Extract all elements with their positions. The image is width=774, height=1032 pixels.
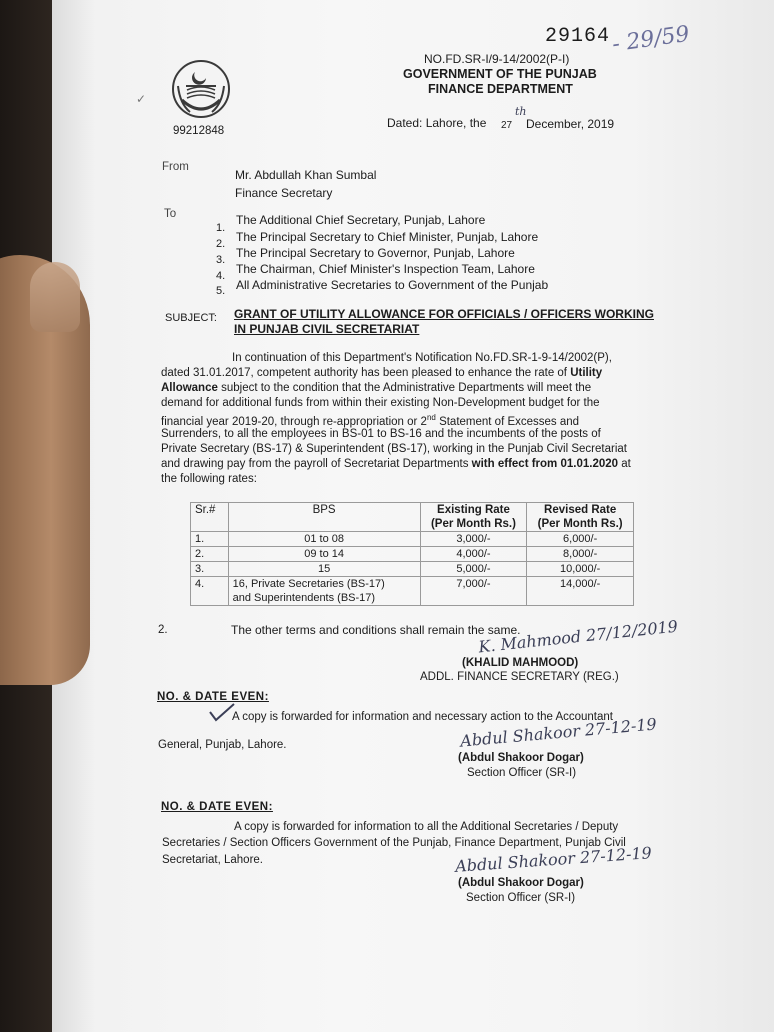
signatory-1-name: (KHALID MAHMOOD): [462, 657, 579, 669]
header-revised: Revised Rate (Per Month Rs.): [527, 503, 634, 532]
subject-label: SUBJECT:: [165, 312, 217, 324]
body-line-9: the following rates:: [161, 473, 257, 485]
department-heading: FINANCE DEPARTMENT: [428, 82, 573, 96]
recipient-4-num: 4.: [216, 270, 226, 282]
even-2-label: NO. & DATE EVEN:: [161, 801, 273, 813]
body-line-5: financial year 2019-20, through re-appropriation or 2nd Statement of Excesses and: [161, 413, 580, 428]
recipient-4: The Chairman, Chief Minister's Inspection Team, Lahore: [236, 262, 535, 276]
header-sr: Sr.#: [191, 503, 229, 532]
signature-1: K. Mahmood 27/12/2019: [477, 616, 679, 657]
even-1-label: NO. & DATE EVEN:: [157, 691, 269, 703]
government-heading: GOVERNMENT OF THE PUNJAB: [403, 67, 597, 81]
subject-line-2: IN PUNJAB CIVIL SECRETARIAT: [234, 322, 420, 336]
table-row: 4. 16, Private Secretaries (BS-17) and Superintendents (BS-17) 7,000/- 14,000/-: [191, 577, 634, 606]
table-header-row: [191, 503, 634, 532]
punjab-emblem-icon: [168, 56, 234, 122]
bps-cell-multiline: 16, Private Secretaries (BS-17) and Superintendents (BS-17): [228, 577, 420, 606]
recipient-5: All Administrative Secretaries to Government of the Punjab: [236, 278, 549, 292]
even-2-text-2: Secretaries / Section Officers Government of the Punjab, Finance Department, Punjab Civil: [162, 837, 626, 849]
body-line-2: dated 31.01.2017, competent authority has been pleased to enhance the rate of Utility: [161, 367, 603, 379]
recipient-5-num: 5.: [216, 285, 226, 297]
reference-number: NO.FD.SR-I/9-14/2002(P-I): [424, 52, 570, 66]
even-2-text-1: A copy is forwarded for information to all the Additional Secretaries / Deputy: [234, 821, 619, 833]
handwritten-number: - 29/59: [610, 21, 692, 58]
margin-check-mark: ✓: [136, 92, 147, 106]
table-row: 1. 01 to 08 3,000/- 6,000/-: [191, 532, 634, 547]
body-line-8: and drawing pay from the payroll of Secretariat Departments with effect from 01.01.2020 at: [161, 458, 631, 470]
recipient-3: The Principal Secretary to Governor, Punjab, Lahore: [236, 246, 515, 260]
dated-day-suffix: th: [515, 105, 527, 118]
from-label: From: [162, 161, 189, 173]
to-label: To: [164, 208, 177, 220]
body-line-1: In continuation of this Department's Notification No.FD.SR-1-9-14/2002(P),: [232, 352, 612, 364]
even-1-text-2: General, Punjab, Lahore.: [158, 739, 287, 751]
from-name: Mr. Abdullah Khan Sumbal: [235, 168, 377, 182]
recipient-2-num: 2.: [216, 238, 226, 250]
dated-day: 27: [501, 120, 513, 131]
signatory-1-title: ADDL. FINANCE SECRETARY (REG.): [420, 671, 619, 683]
dated-prefix: Dated: Lahore, the: [387, 116, 487, 130]
para-2-text: The other terms and conditions shall remain the same.: [231, 623, 521, 637]
signatory-2-name: (Abdul Shakoor Dogar): [458, 752, 584, 764]
recipient-3-num: 3.: [216, 254, 226, 266]
subject-line-1: GRANT OF UTILITY ALLOWANCE FOR OFFICIALS / OFFICERS WORKING: [234, 307, 654, 321]
recipient-1: The Additional Chief Secretary, Punjab, Lahore: [236, 213, 486, 227]
recipient-2: The Principal Secretary to Chief Minister, Punjab, Lahore: [236, 230, 539, 244]
signatory-3-title: Section Officer (SR-I): [466, 892, 576, 904]
even-1-text-1: A copy is forwarded for information and necessary action to the Accountant: [232, 711, 613, 723]
table-row: 3. 15 5,000/- 10,000/-: [191, 562, 634, 577]
signature-2: Abdul Shakoor 27-12-19: [459, 714, 658, 751]
from-title: Finance Secretary: [235, 186, 333, 200]
body-line-3: Allowance subject to the condition that the Administrative Departments will meet the: [161, 382, 592, 394]
table-row: 2. 09 to 14 4,000/- 8,000/-: [191, 547, 634, 562]
body-line-6: Surrenders, to all the employees in BS-01 to BS-16 and the incumbents of the posts of: [161, 428, 601, 440]
header-existing: Existing Rate (Per Month Rs.): [420, 503, 527, 532]
body-line-7: Private Secretary (BS-17) & Superintendent (BS-17), working in the Punjab Civil Secretariat: [161, 443, 627, 455]
even-2-text-3: Secretariat, Lahore.: [162, 854, 264, 866]
para-2-number: 2.: [158, 624, 168, 636]
stamp-number: 29164: [545, 25, 611, 48]
header-bps: BPS: [228, 503, 420, 532]
signatory-3-name: (Abdul Shakoor Dogar): [458, 877, 584, 889]
signature-3: Abdul Shakoor 27-12-19: [454, 843, 653, 876]
thumb-nail: [30, 262, 80, 332]
rates-table: [190, 502, 634, 606]
phone-number: 99212848: [173, 125, 225, 137]
dated-month-year: December, 2019: [526, 117, 615, 131]
signatory-2-title: Section Officer (SR-I): [467, 767, 577, 779]
body-line-4: demand for additional funds from within their existing Non-Development budget for the: [161, 397, 600, 409]
recipient-1-num: 1.: [216, 222, 226, 234]
